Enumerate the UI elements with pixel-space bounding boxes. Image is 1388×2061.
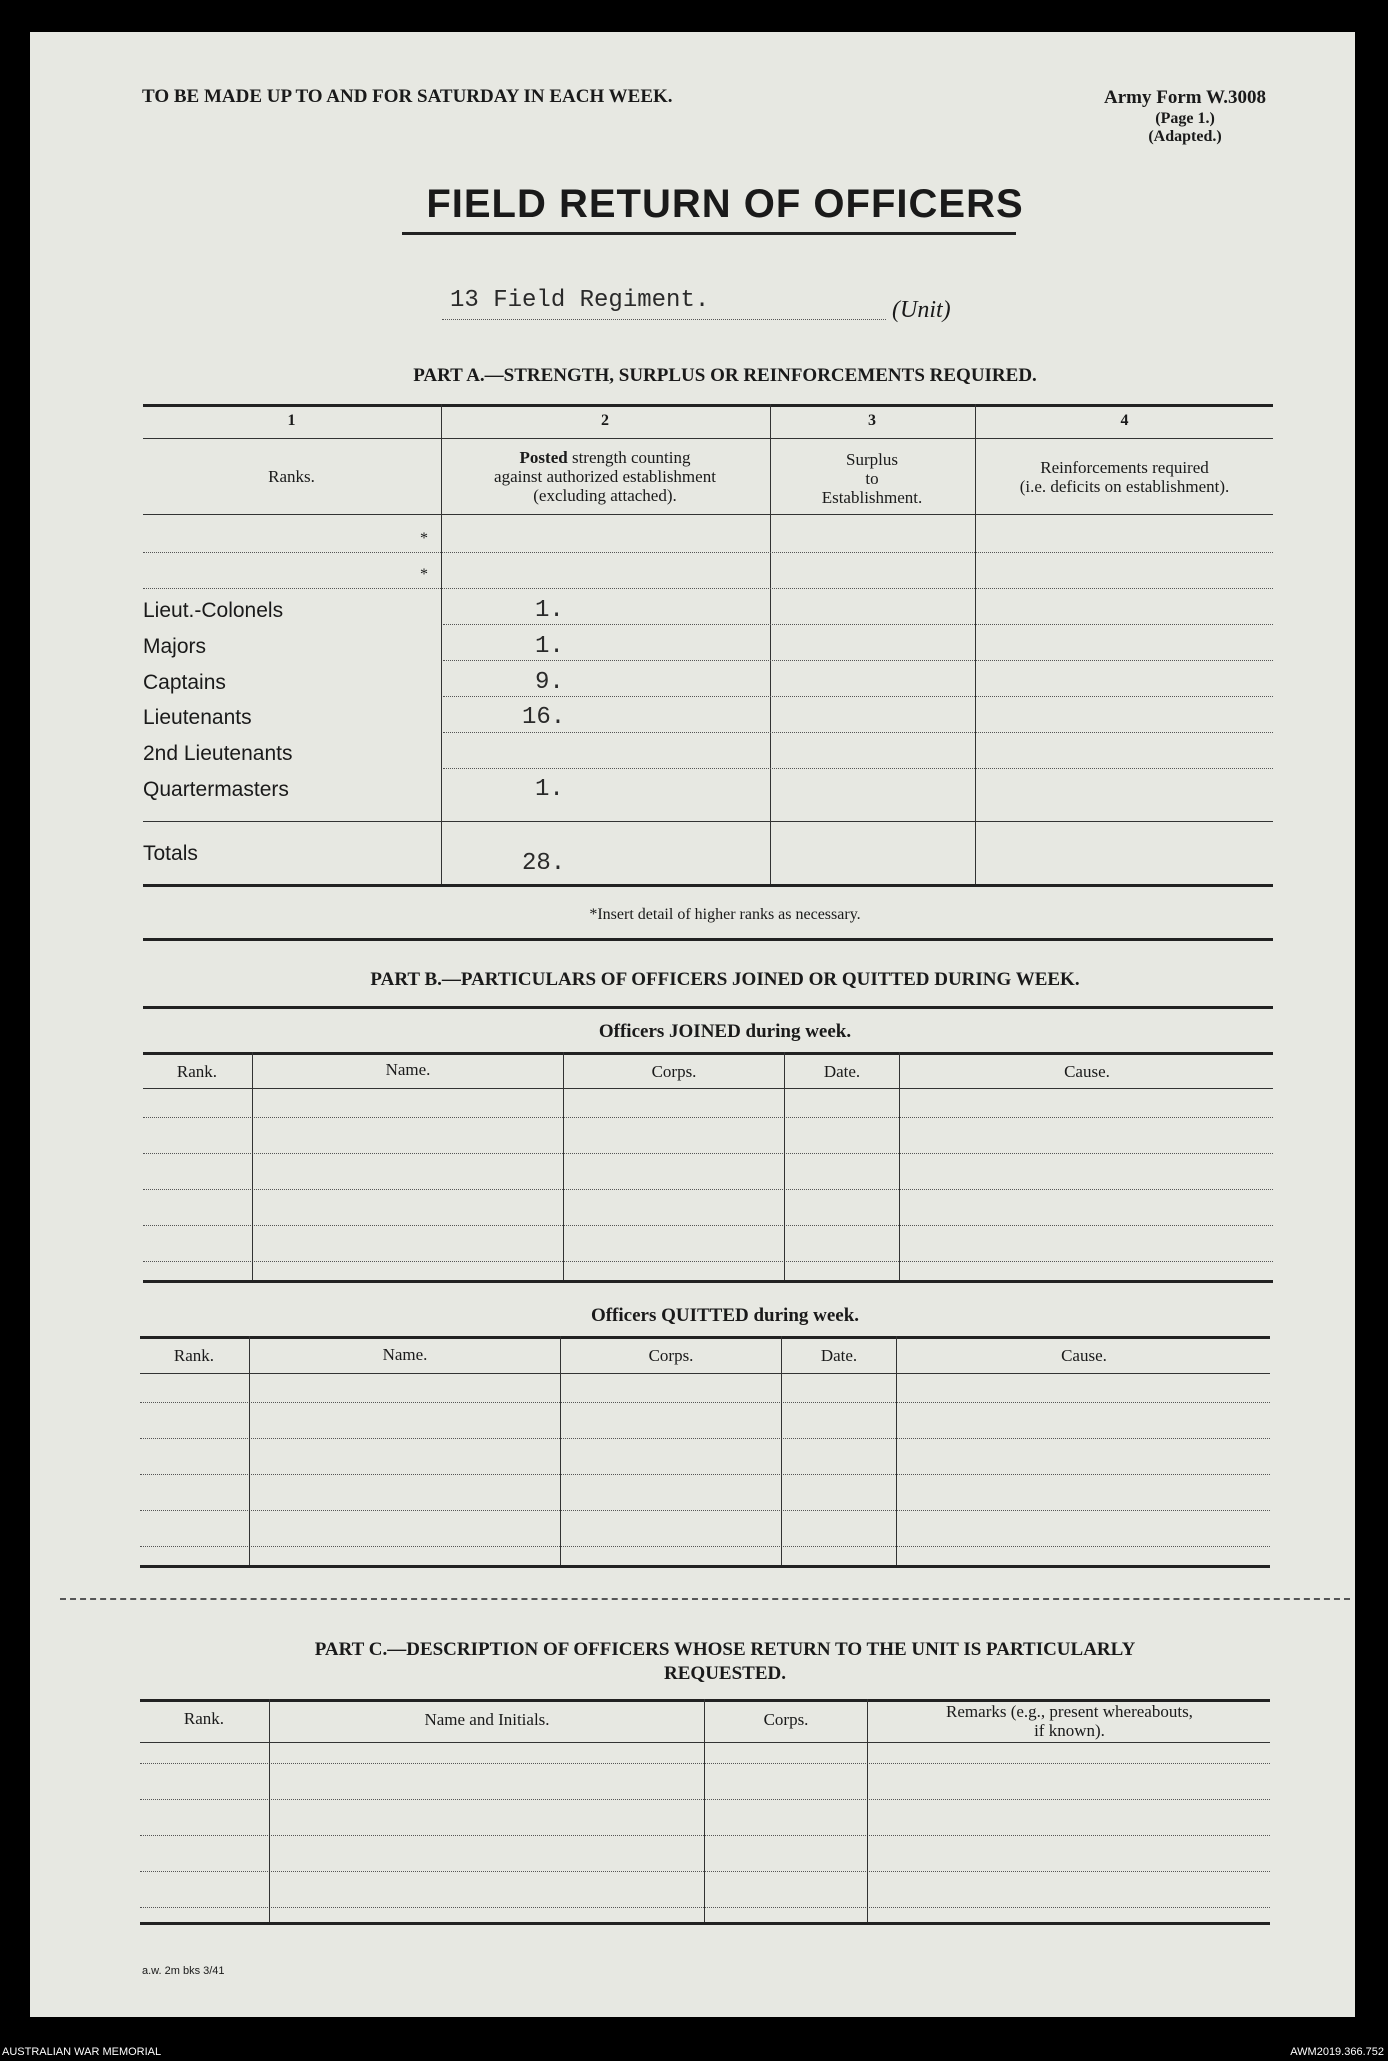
quitted-title: Officers QUITTED during week. [590,1305,860,1326]
part-a-vline-3 [975,404,976,884]
joined-row-line [143,1117,1273,1118]
part-c-vline [867,1699,868,1922]
part-a-vline-2 [770,404,771,884]
row-line-1 [143,552,1273,553]
col-number-1: 1 [287,412,296,429]
posted-strength-header [442,448,768,505]
quitted-vline [249,1336,250,1565]
unit-dotted-line [442,319,886,320]
asterisk-1: * [420,530,428,547]
part-c-row-line [140,1871,1270,1872]
part-c-col-rank: Rank. [183,1709,225,1728]
row-line-4 [443,660,1273,661]
quitted-vline [560,1336,561,1565]
row-line-2 [143,588,1273,589]
footer-institution: AUSTRALIAN WAR MEMORIAL [2,2046,162,2058]
joined-vline [784,1052,785,1280]
part-c-bottom-rule [140,1922,1270,1925]
quitted-col-date: Date. [820,1346,858,1365]
row-line-5 [443,696,1273,697]
remarks-line2: if known). [1034,1721,1105,1740]
row-line-6 [443,732,1273,733]
joined-vline [899,1052,900,1280]
quitted-col-name: Name. [382,1345,428,1364]
posted-line1: strength counting [567,448,691,467]
unit-label: (Unit) [892,297,951,323]
rank-lieutenants: Lieutenants [143,706,252,729]
part-c-row-line [140,1763,1270,1764]
ranks-header: Ranks. [268,467,315,486]
unit-value: 13 Field Regiment. [450,287,710,314]
joined-title: Officers JOINED during week. [598,1021,852,1042]
part-b-title: PART B.—PARTICULARS OF OFFICERS JOINED OR QUITTED DURING WEEK. [370,969,1080,990]
reinforcements-header [976,458,1273,496]
posted-quartermasters: 1. [535,776,564,803]
footer-accession: AWM2019.366.752 [1290,2046,1384,2058]
joined-header-rule [143,1088,1273,1089]
form-page [30,32,1355,2017]
surplus-line3: Establishment. [821,488,923,507]
form-title: FIELD RETURN OF OFFICERS [426,182,1024,226]
part-a-footnote: *Insert detail of higher ranks as necessary. [589,906,861,923]
joined-col-rank: Rank. [176,1062,218,1081]
part-c-col-remarks [869,1702,1270,1740]
joined-row-line [143,1189,1273,1190]
totals-value: 28. [522,850,566,877]
surplus-line2: to [865,469,879,488]
rank-quartermasters: Quartermasters [143,778,289,801]
quitted-row-line [140,1438,1270,1439]
col-number-4: 4 [1120,412,1129,429]
adapted-note: (Adapted.) [1148,128,1222,145]
joined-col-name: Name. [385,1060,431,1079]
quitted-top-rule [140,1336,1270,1339]
quitted-bottom-rule [140,1565,1270,1568]
part-a-vline-1 [441,404,442,884]
rank-2nd-lieutenants: 2nd Lieutenants [143,742,293,765]
quitted-col-corps: Corps. [648,1346,694,1365]
title-underline [402,232,1016,235]
tear-off-line [60,1598,1350,1600]
surplus-header [771,450,973,507]
army-form-number: Army Form W.3008 [1103,87,1266,108]
part-c-title-line2: REQUESTED. [664,1663,786,1684]
part-a-top-rule [143,404,1273,407]
posted-line2: against authorized establishment [494,467,716,486]
joined-col-corps: Corps. [651,1062,697,1081]
quitted-col-cause: Cause. [1061,1346,1107,1365]
weekly-instruction: TO BE MADE UP TO AND FOR SATURDAY IN EACH WEEK. [142,86,673,107]
header-bottom-rule [143,514,1273,515]
part-a-title: PART A.—STRENGTH, SURPLUS OR REINFORCEMENTS REQUIRED. [413,365,1037,386]
joined-row-line [143,1225,1273,1226]
col-number-rule [143,438,1273,439]
part-b-top-rule [143,1006,1273,1009]
page-number: (Page 1.) [1155,110,1215,127]
printer-imprint: a.w. 2m bks 3/41 [142,1965,225,1977]
joined-row-line [143,1153,1273,1154]
quitted-row-line [140,1546,1270,1547]
part-c-col-name: Name and Initials. [424,1710,550,1729]
part-a-footnote-rule [143,938,1273,941]
reinf-line1: Reinforcements required [1040,458,1209,477]
quitted-row-line [140,1474,1270,1475]
quitted-header-rule [140,1373,1270,1374]
posted-captains: 9. [535,669,564,696]
asterisk-2: * [420,566,428,583]
part-a-bottom-rule [143,884,1273,887]
joined-vline [252,1052,253,1280]
part-c-header-rule [140,1742,1270,1743]
posted-line3: (excluding attached). [533,486,677,505]
joined-top-rule [143,1052,1273,1055]
surplus-line1: Surplus [846,450,898,469]
part-c-vline [704,1699,705,1922]
quitted-row-line [140,1402,1270,1403]
quitted-vline [781,1336,782,1565]
posted-lieut-colonels: 1. [535,597,564,624]
part-c-vline [269,1699,270,1922]
quitted-col-rank: Rank. [173,1346,215,1365]
rank-captains: Captains [143,671,226,694]
part-c-title-line1: PART C.—DESCRIPTION OF OFFICERS WHOSE RETURN TO THE UNIT IS PARTICULARLY [314,1639,1136,1660]
reinf-line2: (i.e. deficits on establishment). [1019,477,1230,496]
col-number-2: 2 [601,412,609,429]
rank-majors: Majors [143,635,207,658]
row-line-3 [443,624,1273,625]
quitted-row-line [140,1510,1270,1511]
joined-bottom-rule [143,1280,1273,1283]
totals-top-rule [143,821,1273,822]
part-c-title [30,1638,1388,1686]
joined-col-date: Date. [823,1062,861,1081]
posted-bold: Posted [519,448,568,467]
part-c-row-line [140,1835,1270,1836]
remarks-line1: Remarks (e.g., present whereabouts, [946,1702,1193,1721]
rank-lieut-colonels: Lieut.-Colonels [143,599,284,622]
joined-vline [563,1052,564,1280]
joined-col-cause: Cause. [1064,1062,1110,1081]
totals-label: Totals [143,842,198,865]
quitted-vline [896,1336,897,1565]
row-line-7 [443,768,1273,769]
posted-lieutenants: 16. [522,704,566,731]
col-number-3: 3 [868,412,876,429]
part-c-col-corps: Corps. [763,1710,809,1729]
part-c-row-line [140,1799,1270,1800]
part-c-row-line [140,1907,1270,1908]
posted-majors: 1. [535,633,564,660]
joined-row-line [143,1261,1273,1262]
